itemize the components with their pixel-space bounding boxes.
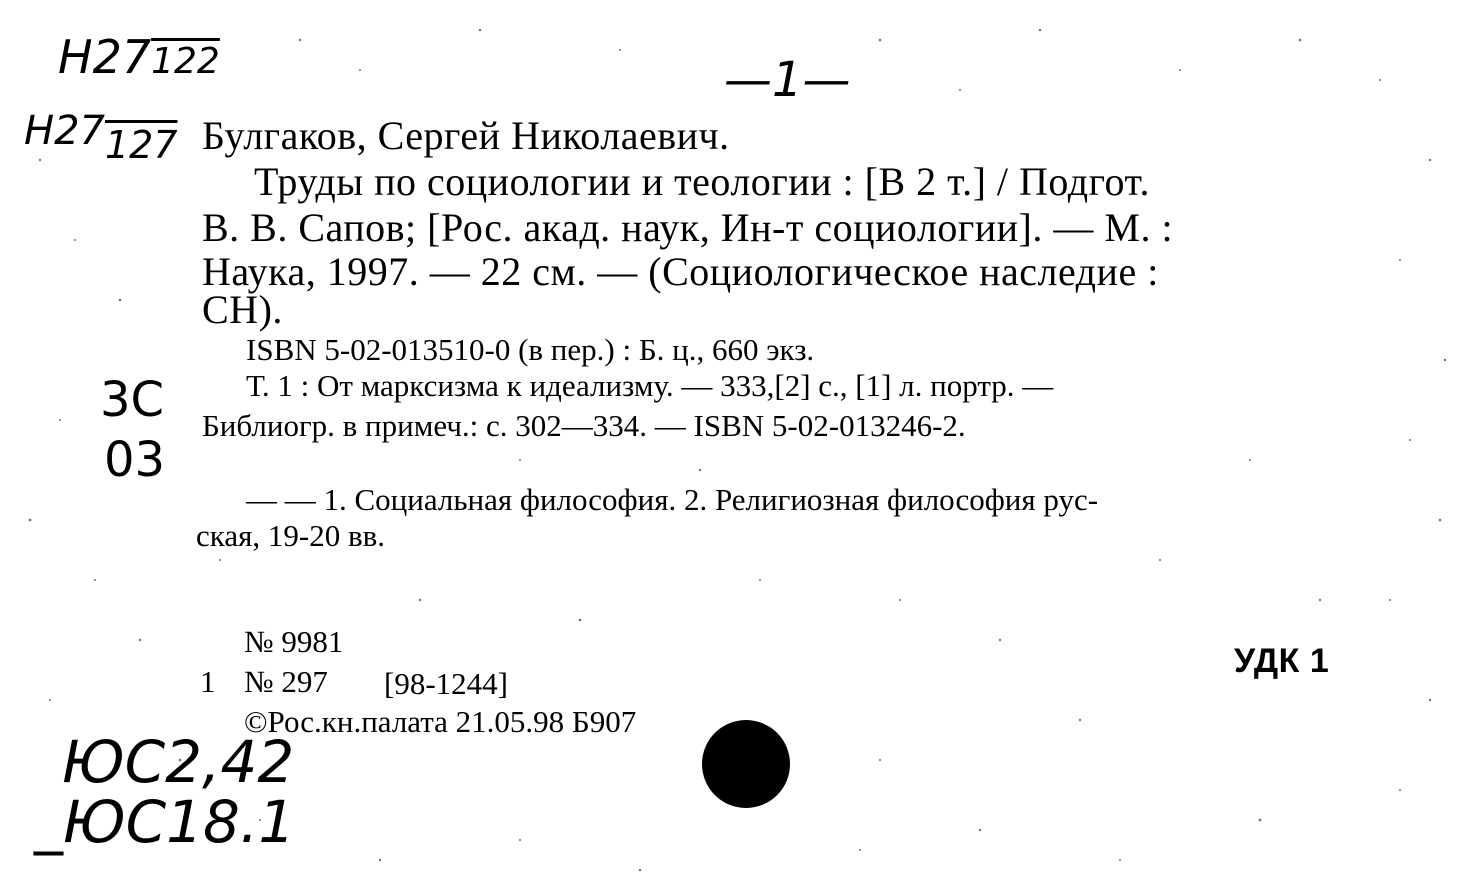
class-code-1: 3C	[100, 372, 165, 428]
shelf-mark-2-sub: 127	[104, 123, 178, 167]
isbn-line: ISBN 5-02-013510-0 (в пер.) : Б. ц., 660 экз.	[246, 332, 815, 367]
title-line-4: СН).	[202, 287, 283, 332]
subject-line-1: — — 1. Социальная философия. 2. Религиозная философия рус-	[246, 482, 1099, 517]
title-line-1: Труды по социологии и теологии : [В 2 т.] / Подгот.	[254, 159, 1150, 204]
volume-line-1: Т. 1 : От марксизма к идеализму. — 333,[2] с., [1] л. портр. —	[246, 368, 1054, 403]
book-chamber-line: ©Рос.кн.палата 21.05.98 Б907	[244, 704, 637, 739]
shelf-mark-1-main: H27	[58, 30, 152, 84]
title-line-3: Наука, 1997. — 22 см. — (Социологическое наследие :	[202, 249, 1159, 294]
shelf-mark-2-main: H27	[24, 108, 105, 154]
number-1: № 9981	[244, 624, 344, 659]
number-2: № 297	[244, 664, 328, 699]
card-punch-hole	[702, 720, 790, 808]
shelf-mark-2	[24, 108, 178, 167]
subject-line-2: ская, 19-20 вв.	[196, 518, 385, 553]
author-heading: Булгаков, Сергей Николаевич.	[202, 113, 730, 158]
code-bottom-1: ЮС2,42	[62, 728, 295, 796]
class-code-2: 03	[104, 432, 166, 488]
footer-prefix: 1	[200, 664, 216, 699]
order-number: [98-1244]	[384, 666, 508, 701]
shelf-mark-1	[58, 30, 220, 84]
card-number: —1—	[724, 52, 851, 108]
shelf-mark-1-sub: 122	[151, 41, 220, 82]
code-bottom-2: _ЮС18.1	[34, 788, 296, 856]
volume-line-2: Библиогр. в примеч.: с. 302—334. — ISBN 5-02-013246-2.	[202, 408, 966, 443]
title-line-2: В. В. Сапов; [Рос. акад. наук, Ин-т социологии]. — М. :	[202, 205, 1174, 250]
udk-code: УДК 1	[1234, 642, 1330, 680]
